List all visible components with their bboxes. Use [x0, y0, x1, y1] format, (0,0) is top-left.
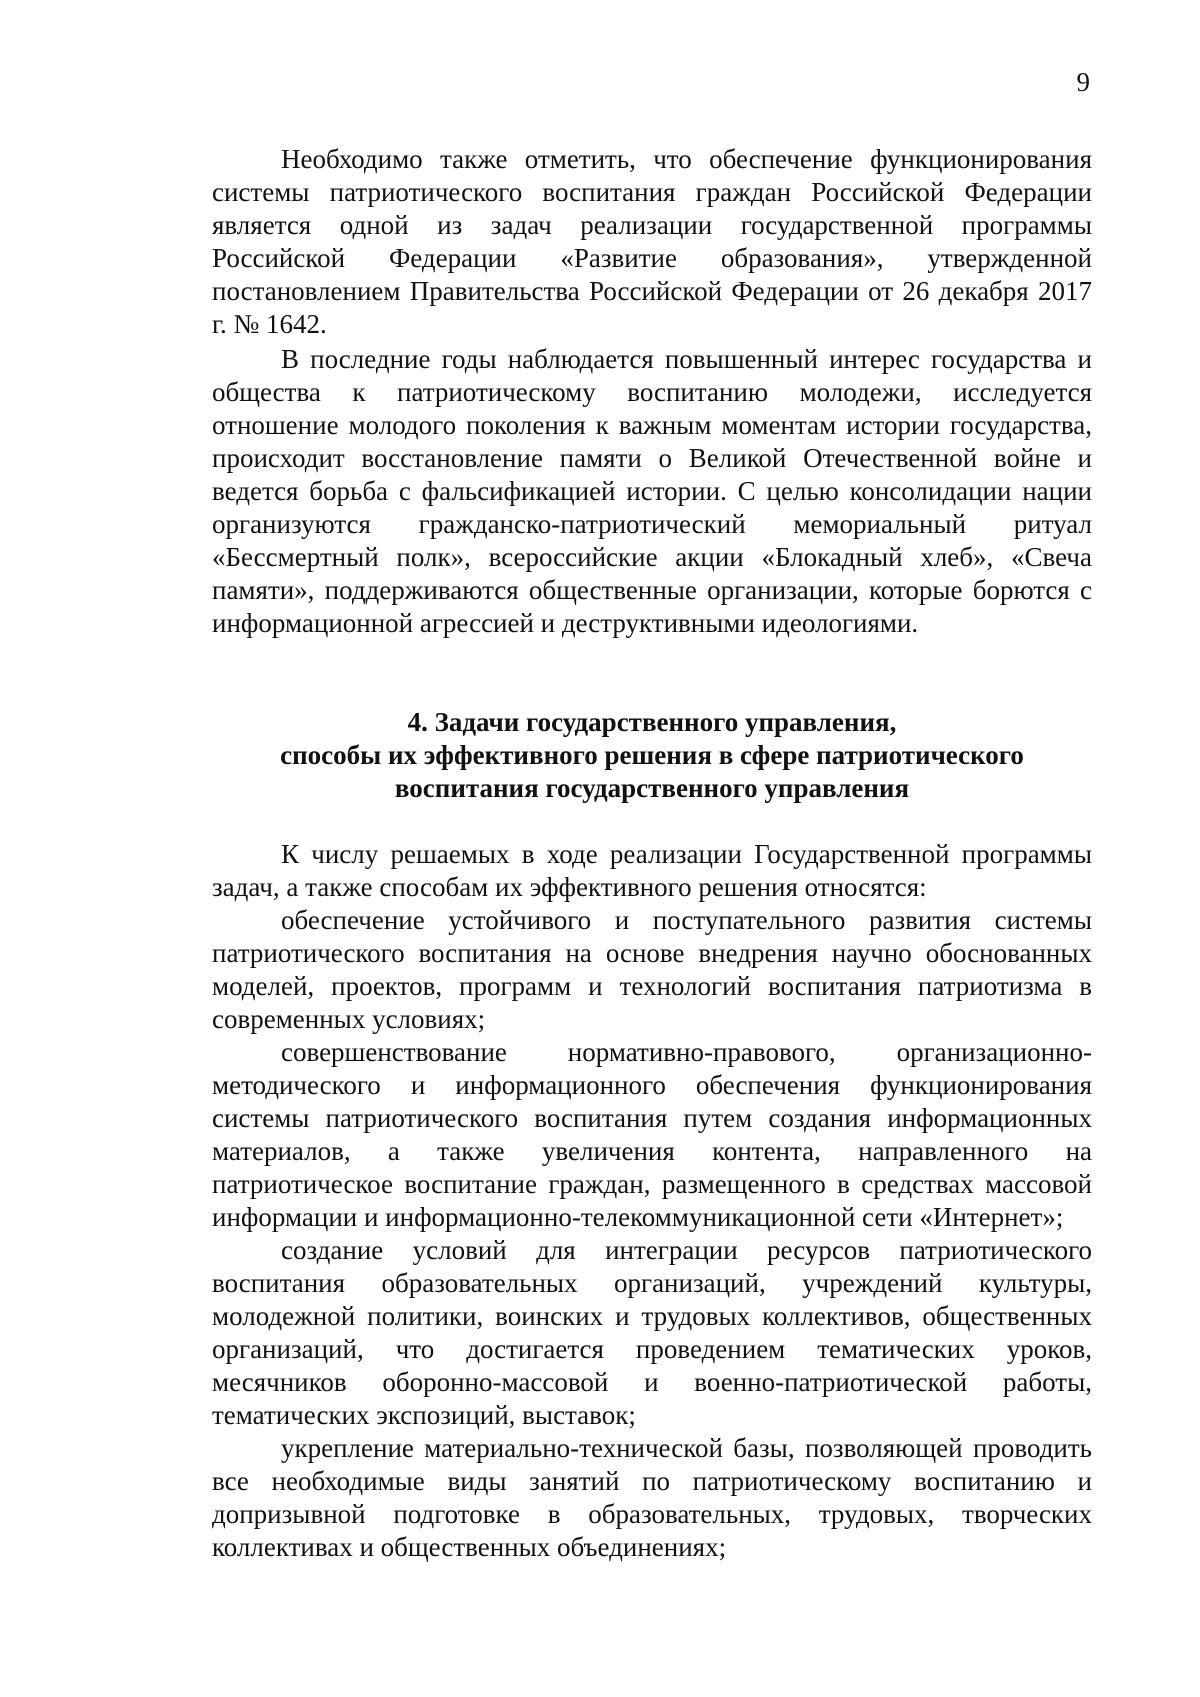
section-heading [212, 706, 1092, 805]
context-paragraph-block [212, 343, 1092, 640]
paragraph-task-regulatory: совершенствование нормативно-правового, организационно-методического и информационного обеспечения функционирования системы патриотического воспитания путем создания информационных материалов, а также увеличения контента, направленного на патриотическое воспитание граждан, размещенного в средствах массовой информации и информационно-телекоммуникационной сети «Интернет»; [212, 1037, 1092, 1232]
section-heading-line-2: способы их эффективного решения в сфере патриотического [280, 740, 1024, 770]
paragraph-tasks-intro: К числу решаемых в ходе реализации Государственной программы задач, а также способам их эффективного решения относятся: [212, 839, 1092, 902]
page-number: 9 [1076, 67, 1090, 97]
intro-paragraph-block [212, 143, 1092, 341]
paragraph-program-reference: Необходимо также отметить, что обеспечение функционирования системы патриотического воспитания граждан Российской Федерации является одной из задач реализации государственной программы Российской Федерации «Развитие образования», утвержденной постановлением Правительства Российской Федерации от 26 декабря 2017 г. № 1642. [212, 144, 1092, 339]
section-heading-line-1: 4. Задачи государственного управления, [407, 707, 897, 737]
paragraph-task-material-base: укрепление материально-технической базы, позволяющей проводить все необходимые виды занятий по патриотическому воспитанию и допризывной подготовке в образовательных, трудовых, творческих коллективах и общественных объединениях; [212, 1433, 1092, 1562]
paragraph-task-development: обеспечение устойчивого и поступательного развития системы патриотического воспитания на основе внедрения научно обоснованных моделей, проектов, программ и технологий воспитания патриотизма в современных условиях; [212, 905, 1092, 1034]
tasks-paragraph-block [212, 838, 1092, 1564]
section-heading-line-3: воспитания государственного управления [394, 773, 910, 803]
paragraph-task-integration: создание условий для интеграции ресурсов патриотического воспитания образовательных организаций, учреждений культуры, молодежной политики, воинских и трудовых коллективов, общественных организаций, что достигается проведением тематических уроков, месячников оборонно-массовой и военно-патриотической работы, тематических экспозиций, выставок; [212, 1235, 1092, 1430]
paragraph-patriotic-interest: В последние годы наблюдается повышенный интерес государства и общества к патриотическому воспитанию молодежи, исследуется отношение молодого поколения к важным моментам истории государства, происходит восстановление памяти о Великой Отечественной войне и ведется борьба с фальсификацией истории. С целью консолидации нации организуются гражданско-патриотический мемориальный ритуал «Бессмертный полк», всероссийские акции «Блокадный хлеб», «Свеча памяти», поддерживаются общественные организации, которые борются с информационной агрессией и деструктивными идеологиями. [212, 344, 1092, 638]
